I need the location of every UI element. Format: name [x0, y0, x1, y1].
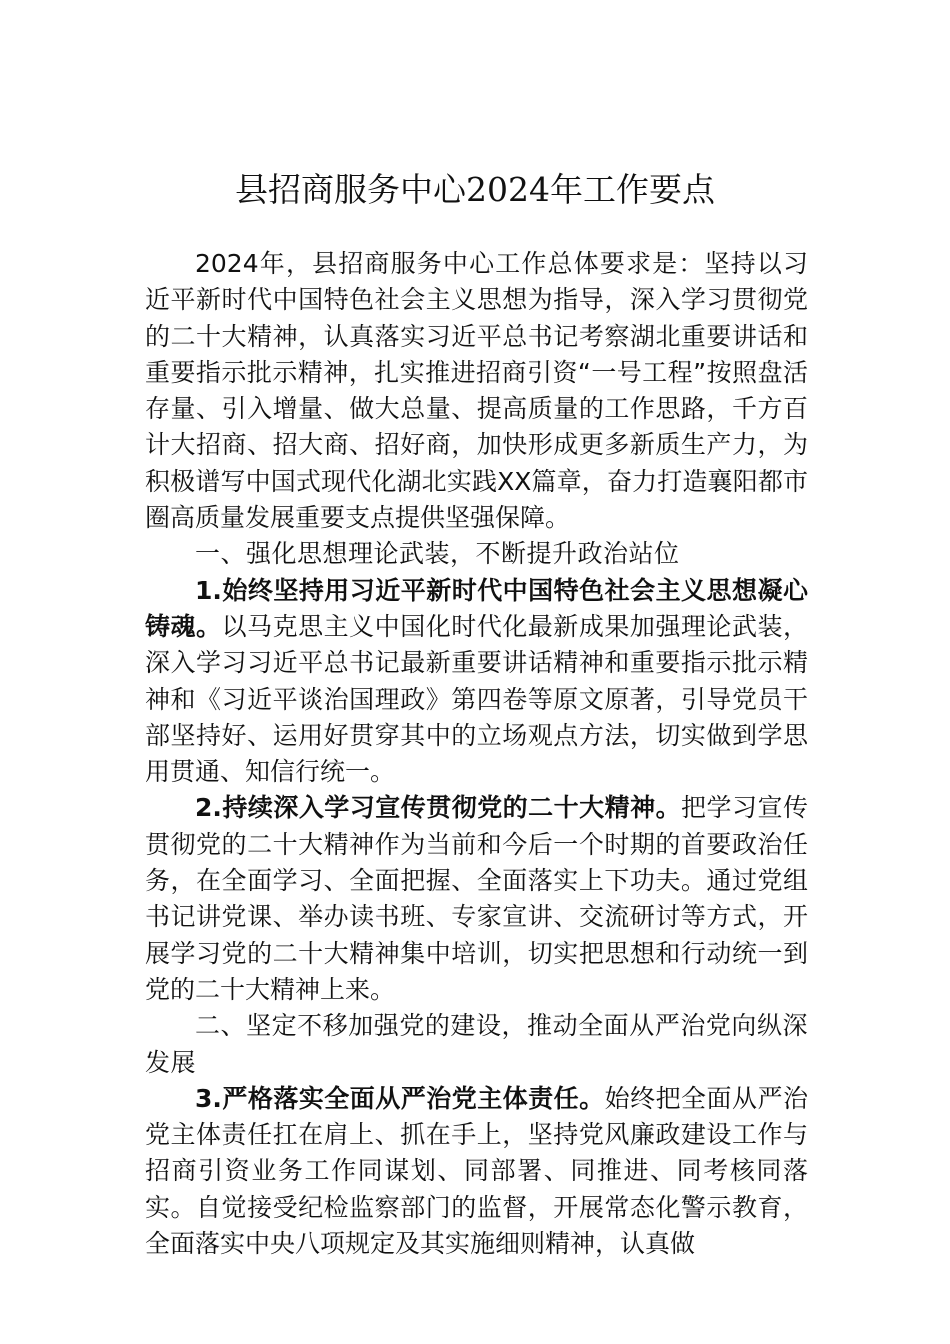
intro-paragraph: 2024年，县招商服务中心工作总体要求是：坚持以习近平新时代中国特色社会主义思想为指导，深入学习贯彻党的二十大精神，认真落实习近平总书记考察湖北重要讲话和重要指示批示精神，扎实推进招商引资“一号工程”按照盘活存量、引入增量、做大总量、提高质量的工作思路，千方百计大招商、招大商、招好商，加快形成更多新质生产力，为积极谱写中国式现代化湖北实践XX篇章，奋力打造襄阳都市圈高质量发展重要支点提供坚强保障。	[145, 249, 808, 533]
item-3-title: 3.严格落实全面从严治党主体责任。	[195, 1083, 605, 1113]
item-paragraph-3	[145, 1081, 808, 1262]
document-title: 县招商服务中心2024年工作要点	[235, 170, 715, 209]
item-2-text: 把学习宣传贯彻党的二十大精神作为当前和今后一个时期的首要政治任务，在全面学习、全面把握、全面落实上下功夫。通过党组书记讲党课、举办读书班、专家宣讲、交流研讨等方式，开展学习党的二十大精神集中培训，切实把思想和行动统一到党的二十大精神上来。	[145, 793, 808, 1004]
item-1-text: 以马克思主义中国化时代化最新成果加强理论武装，深入学习习近平总书记最新重要讲话精神和重要指示批示精神和《习近平谈治国理政》第四卷等原文原著，引导党员干部坚持好、运用好贯穿其中的立场观点方法，切实做到学思用贯通、知信行统一。	[145, 611, 808, 787]
document-body	[145, 246, 808, 1262]
item-paragraph-2	[145, 790, 808, 1008]
item-2-title: 2.持续深入学习宣传贯彻党的二十大精神。	[195, 793, 682, 823]
section-heading-1: 一、强化思想理论武装，不断提升政治站位	[195, 539, 680, 569]
item-3-text: 始终把全面从严治党主体责任扛在肩上、抓在手上，坚持党风廉政建设工作与招商引资业务工作同谋划、同部署、同推进、同考核同落实。自觉接受纪检监察部门的监督，开展常态化警示教育，全面落实中央八项规定及其实施细则精神，认真做	[145, 1083, 808, 1259]
item-1-title: 1.始终坚持用习近平新时代中国特色社会主义思想凝心铸魂。	[145, 575, 808, 641]
item-paragraph-1	[145, 573, 808, 791]
section-heading-2: 二、坚定不移加强党的建设，推动全面从严治党向纵深发展	[145, 1011, 808, 1077]
